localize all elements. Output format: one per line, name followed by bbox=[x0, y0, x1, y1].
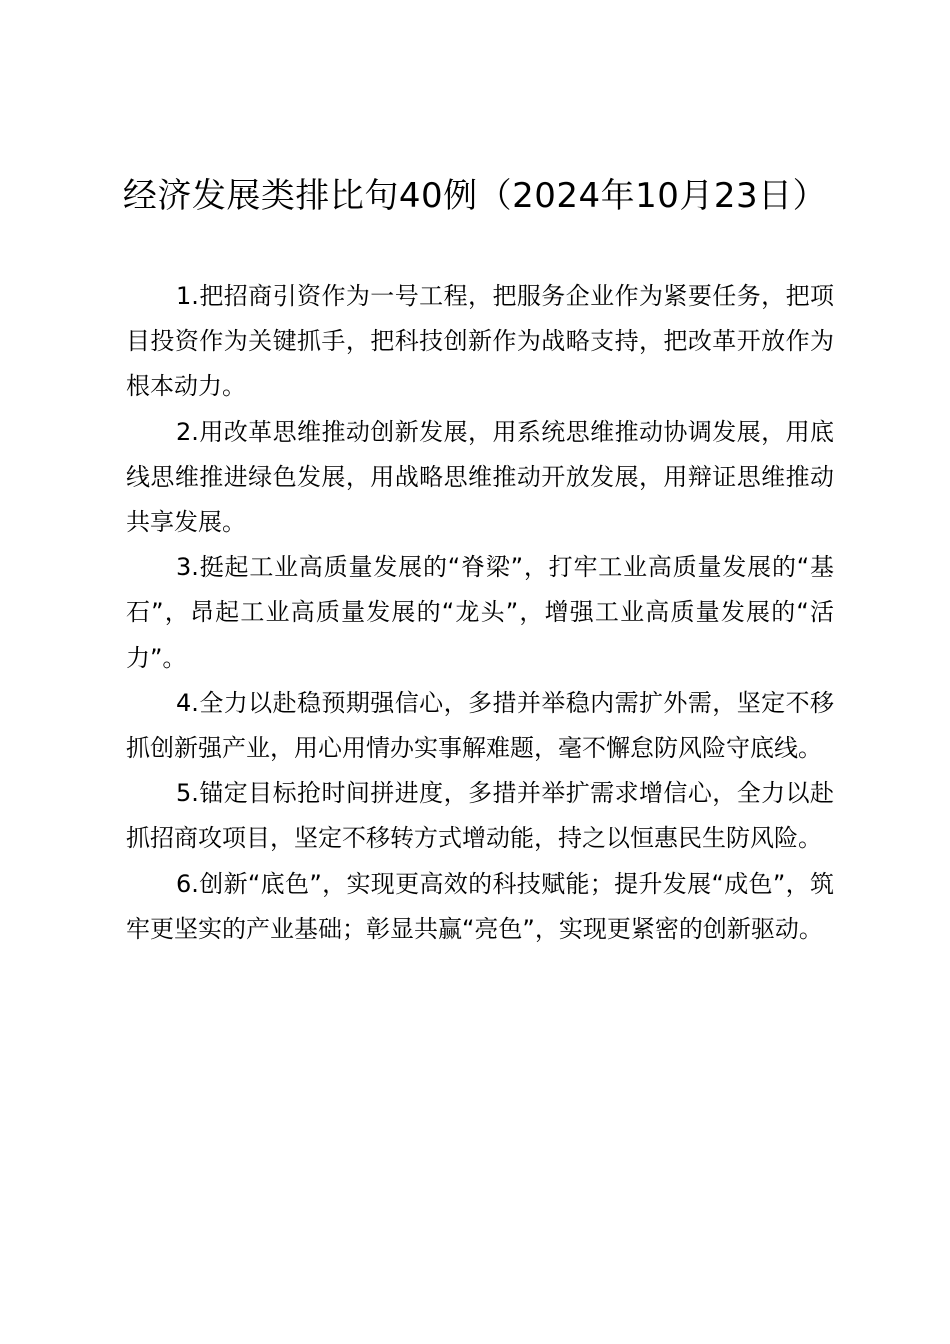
paragraph-6: 6.创新“底色”，实现更高效的科技赋能；提升发展“成色”，筑牢更坚实的产业基础；彰显共赢“亮色”，实现更紧密的创新驱动。 bbox=[126, 869, 834, 943]
document-title: 经济发展类排比句40例（2024年10月23日） bbox=[122, 176, 828, 216]
document-body bbox=[126, 274, 834, 952]
paragraph-2: 2.用改革思维推动创新发展，用系统思维推动协调发展，用底线思维推进绿色发展，用战略思维推动开放发展，用辩证思维推动共享发展。 bbox=[126, 417, 834, 537]
paragraph-4: 4.全力以赴稳预期强信心，多措并举稳内需扩外需，坚定不移抓创新强产业，用心用情办实事解难题，毫不懈怠防风险守底线。 bbox=[126, 688, 834, 763]
paragraph-1: 1.把招商引资作为一号工程，把服务企业作为紧要任务，把项目投资作为关键抓手，把科技创新作为战略支持，把改革开放作为根本动力。 bbox=[126, 282, 834, 401]
paragraph-3: 3.挺起工业高质量发展的“脊梁”，打牢工业高质量发展的“基石”，昂起工业高质量发展的“龙头”，增强工业高质量发展的“活力”。 bbox=[126, 553, 834, 672]
paragraph-5: 5.锚定目标抢时间拼进度，多措并举扩需求增信心，全力以赴抓招商攻项目，坚定不移转方式增动能，持之以恒惠民生防风险。 bbox=[126, 779, 834, 853]
